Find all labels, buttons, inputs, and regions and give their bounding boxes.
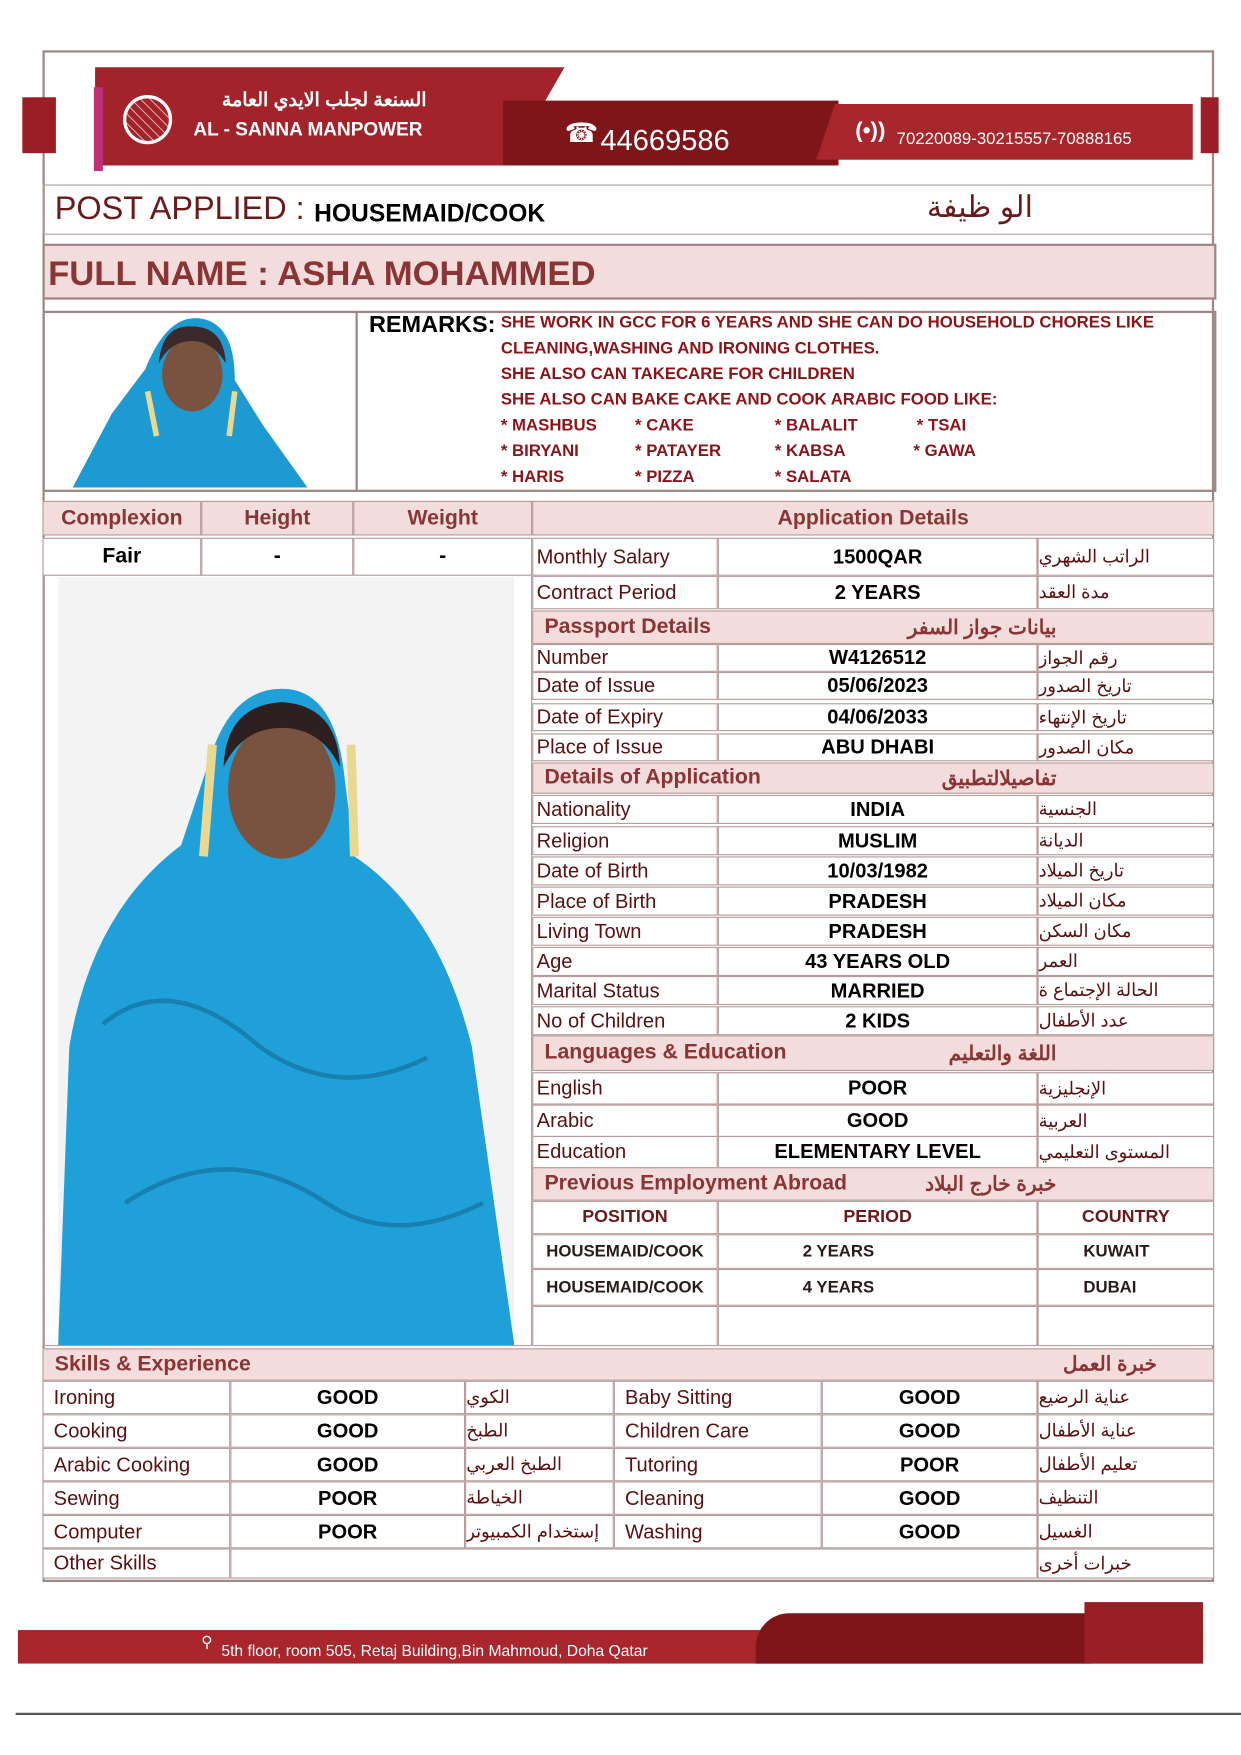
field-value: PRADESH xyxy=(718,917,1038,946)
physical-value: - xyxy=(201,538,353,576)
field-label: Education xyxy=(532,1136,718,1168)
physical-value: - xyxy=(353,538,532,576)
skill-level: POOR xyxy=(230,1515,465,1549)
food-item: * BALALIT xyxy=(774,415,858,435)
other-skills-label: Other Skills xyxy=(42,1548,230,1578)
field-value: ABU DHABI xyxy=(718,733,1038,761)
field-label-ar: الديانة xyxy=(1038,826,1215,855)
skill-level: GOOD xyxy=(822,1414,1038,1448)
field-label-ar: المستوى التعليمي xyxy=(1038,1136,1215,1168)
section-title-ar: خبرة العمل xyxy=(1063,1352,1158,1376)
field-label-ar: الراتب الشهري xyxy=(1038,538,1215,576)
field-value: 05/06/2023 xyxy=(718,672,1038,700)
section-title: Details of Application xyxy=(544,765,761,790)
skill-label: Arabic Cooking xyxy=(42,1448,230,1482)
field-value: 2 KIDS xyxy=(718,1006,1038,1035)
field-value: INDIA xyxy=(718,795,1038,824)
skill-label: Ironing xyxy=(42,1381,230,1415)
skill-label-ar: تعليم الأطفال xyxy=(1038,1448,1215,1482)
physical-header: Weight xyxy=(353,501,532,536)
skill-label: Tutoring xyxy=(614,1448,822,1482)
footer-address: 5th floor, room 505, Retaj Building,Bin Mahmoud, Doha Qatar xyxy=(221,1641,648,1660)
section-title: Previous Employment Abroad xyxy=(544,1171,848,1196)
skill-label: Computer xyxy=(42,1515,230,1549)
other-skills-label-ar: خبرات أخرى xyxy=(1038,1548,1215,1578)
skill-label-ar: التنظيف xyxy=(1038,1481,1215,1515)
section-title-ar: اللغة والتعليم xyxy=(948,1041,1057,1064)
food-item: * CAKE xyxy=(635,415,694,435)
skill-label-ar: الغسيل xyxy=(1038,1515,1215,1549)
employment-cell: 2 YEARS xyxy=(718,1234,1038,1269)
skill-label: Cooking xyxy=(42,1414,230,1448)
post-applied-label-ar: الو ظيفة xyxy=(926,190,1033,224)
field-label-ar: العربية xyxy=(1038,1105,1215,1137)
details-of-application-header xyxy=(532,762,1214,793)
field-value: 43 YEARS OLD xyxy=(718,947,1038,976)
food-item: * PIZZA xyxy=(635,467,695,487)
field-label: Date of Issue xyxy=(532,672,718,700)
field-label-ar: رقم الجواز xyxy=(1038,644,1215,672)
employment-cell xyxy=(718,1306,1038,1346)
field-label-ar: تاريخ الميلاد xyxy=(1038,856,1215,885)
field-label: Date of Birth xyxy=(532,856,718,885)
section-title: Passport Details xyxy=(544,614,711,639)
employment-col-header: POSITION xyxy=(532,1201,718,1235)
company-name-ar: السنعة لجلب الايدي العامة xyxy=(221,89,427,111)
field-label-ar: العمر xyxy=(1038,947,1215,976)
field-label-ar: عدد الأطفال xyxy=(1038,1006,1215,1035)
skill-label: Washing xyxy=(614,1515,822,1549)
field-value: W4126512 xyxy=(718,644,1038,672)
field-label-ar: الحالة الإجتماع ة xyxy=(1038,976,1215,1005)
field-label-ar: مكان الميلاد xyxy=(1038,887,1215,916)
skill-level: GOOD xyxy=(230,1414,465,1448)
food-item: * HARIS xyxy=(500,467,565,487)
skill-label-ar: عناية الرضيع xyxy=(1038,1381,1215,1415)
field-label-ar: مدة العقد xyxy=(1038,576,1215,610)
other-skills-value xyxy=(230,1548,1037,1578)
phone-icon: ☎ xyxy=(564,118,599,149)
skill-level: POOR xyxy=(230,1481,465,1515)
skill-level: GOOD xyxy=(822,1481,1038,1515)
employment-cell: KUWAIT xyxy=(1038,1234,1215,1269)
employment-cell xyxy=(532,1306,718,1346)
field-label: No of Children xyxy=(532,1006,718,1035)
field-label: Religion xyxy=(532,826,718,855)
employment-cell xyxy=(1038,1306,1215,1346)
phone-number: 44669586 xyxy=(600,122,730,157)
applicant-photo-small xyxy=(67,313,313,487)
globe-logo-icon xyxy=(123,95,172,144)
mobile-icon: (•)) xyxy=(855,118,886,144)
food-item: * MASHBUS xyxy=(500,415,597,435)
field-label: Place of Issue xyxy=(532,733,718,761)
field-value: GOOD xyxy=(718,1105,1038,1137)
employment-cell: HOUSEMAID/COOK xyxy=(532,1269,718,1306)
food-item: * SALATA xyxy=(774,467,852,487)
skill-label: Sewing xyxy=(42,1481,230,1515)
field-label-ar: تاريخ الصدور xyxy=(1038,672,1215,700)
post-applied-label: POST APPLIED : xyxy=(54,191,305,227)
applicant-photo-large xyxy=(58,577,514,1345)
field-value: 1500QAR xyxy=(718,538,1038,576)
field-label: English xyxy=(532,1072,718,1104)
skills-header xyxy=(42,1348,1214,1380)
field-label: Age xyxy=(532,947,718,976)
bottom-rule xyxy=(16,1713,1241,1715)
field-value: POOR xyxy=(718,1072,1038,1104)
skill-label-ar: الكوي xyxy=(465,1381,614,1415)
remarks-line: CLEANING,WASHING AND IRONING CLOTHES. xyxy=(500,338,880,358)
field-label: Arabic xyxy=(532,1105,718,1137)
field-value: MUSLIM xyxy=(718,826,1038,855)
section-title: Skills & Experience xyxy=(54,1352,251,1376)
employment-cell: HOUSEMAID/COOK xyxy=(532,1234,718,1269)
field-label-ar: الجنسية xyxy=(1038,795,1215,824)
food-item: * TSAI xyxy=(916,415,967,435)
field-value: 04/06/2033 xyxy=(718,703,1038,731)
location-pin-icon: ⚲ xyxy=(201,1632,213,1651)
mobile-numbers: 70220089-30215557-70888165 xyxy=(896,129,1132,149)
section-title-ar: تفاصيلالتطبيق xyxy=(941,766,1057,789)
food-item: * PATAYER xyxy=(635,441,722,461)
section-title-ar: خبرة خارج البلاد xyxy=(925,1172,1057,1195)
full-name: FULL NAME : ASHA MOHAMMED xyxy=(48,253,596,293)
previous-employment-header xyxy=(532,1167,1214,1201)
field-value: PRADESH xyxy=(718,887,1038,916)
physical-value: Fair xyxy=(42,538,201,576)
skill-level: GOOD xyxy=(822,1515,1038,1549)
section-title-ar: بيانات جواز السفر xyxy=(907,615,1057,638)
field-label: Date of Expiry xyxy=(532,703,718,731)
physical-header: Height xyxy=(201,501,353,536)
field-label-ar: مكان الصدور xyxy=(1038,733,1215,761)
post-applied-row xyxy=(42,184,1214,234)
field-label: Place of Birth xyxy=(532,887,718,916)
skill-level: GOOD xyxy=(230,1381,465,1415)
field-value: ELEMENTARY LEVEL xyxy=(718,1136,1038,1168)
field-label: Living Town xyxy=(532,917,718,946)
skill-label: Baby Sitting xyxy=(614,1381,822,1415)
employment-cell: 4 YEARS xyxy=(718,1269,1038,1306)
field-label: Nationality xyxy=(532,795,718,824)
field-label-ar: تاريخ الإنتهاء xyxy=(1038,703,1215,731)
remarks-line: SHE WORK IN GCC FOR 6 YEARS AND SHE CAN DO HOUSEHOLD CHORES LIKE xyxy=(500,313,1155,333)
remarks-line: SHE ALSO CAN TAKECARE FOR CHILDREN xyxy=(500,364,855,384)
field-value: MARRIED xyxy=(718,976,1038,1005)
remarks-line: SHE ALSO CAN BAKE CAKE AND COOK ARABIC FOOD LIKE: xyxy=(500,390,998,410)
field-value: 10/03/1982 xyxy=(718,856,1038,885)
field-value: 2 YEARS xyxy=(718,576,1038,610)
food-item: * KABSA xyxy=(774,441,846,461)
physical-header: Complexion xyxy=(42,501,201,536)
skill-label-ar: الطبخ العربي xyxy=(465,1448,614,1482)
post-applied-value: HOUSEMAID/COOK xyxy=(314,199,546,227)
field-label: Marital Status xyxy=(532,976,718,1005)
field-label-ar: الإنجليزية xyxy=(1038,1072,1215,1104)
employment-col-header: PERIOD xyxy=(718,1201,1038,1235)
application-details-header: Application Details xyxy=(532,501,1214,536)
employment-cell: DUBAI xyxy=(1038,1269,1215,1306)
skill-label-ar: عناية الأطفال xyxy=(1038,1414,1215,1448)
employment-col-header: COUNTRY xyxy=(1038,1201,1215,1235)
company-name-en: AL - SANNA MANPOWER xyxy=(193,118,423,140)
skill-label: Cleaning xyxy=(614,1481,822,1515)
skill-label-ar: إستخدام الكمبيوتر xyxy=(465,1515,614,1549)
remarks-label: REMARKS: xyxy=(368,311,496,338)
full-name-row xyxy=(42,244,1216,300)
field-label-ar: مكان السكن xyxy=(1038,917,1215,946)
skill-level: GOOD xyxy=(822,1381,1038,1415)
skill-label: Children Care xyxy=(614,1414,822,1448)
header-banner xyxy=(22,67,1218,173)
field-label: Contract Period xyxy=(532,576,718,610)
skill-level: POOR xyxy=(822,1448,1038,1482)
food-item: * BIRYANI xyxy=(500,441,579,461)
skill-label-ar: الخياطة xyxy=(465,1481,614,1515)
section-title: Languages & Education xyxy=(544,1040,787,1065)
skill-label-ar: الطبخ xyxy=(465,1414,614,1448)
skill-level: GOOD xyxy=(230,1448,465,1482)
languages-header xyxy=(532,1035,1214,1071)
food-item: * GAWA xyxy=(913,441,976,461)
field-label: Number xyxy=(532,644,718,672)
passport-details-header xyxy=(532,610,1214,644)
field-label: Monthly Salary xyxy=(532,538,718,576)
